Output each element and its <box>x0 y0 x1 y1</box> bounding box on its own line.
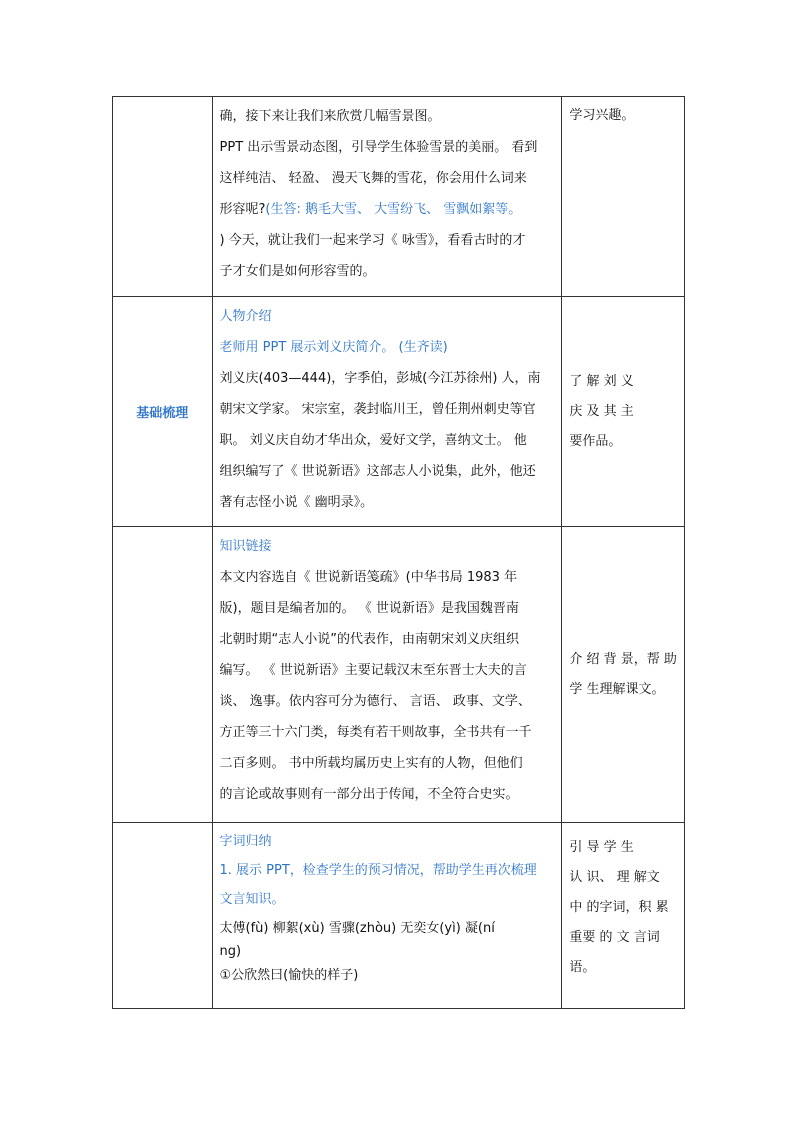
content-line <box>220 194 556 225</box>
content-text: 形容呢? <box>219 202 266 217</box>
goal-line: 引 导 学 生 <box>569 840 634 855</box>
content-cell <box>212 97 562 297</box>
content-line: 本文内容选自《 世说新语笺疏》(中华书局 1983 年 <box>219 570 518 585</box>
goal-line: 要作品。 <box>569 433 622 449</box>
goal-cell <box>562 297 685 527</box>
goal-cell <box>562 823 685 1009</box>
row-label-cell <box>113 823 213 1009</box>
content-line: 方正等三十六门类，每类有若干则故事，全书共有一千 <box>219 725 532 740</box>
content-line: 组织编写了《 世说新语》这部志人小说集，此外，他还 <box>219 464 536 479</box>
goal-line: 介 绍 背 景，帮 助 <box>569 651 677 667</box>
goal-line: 庆 及 其 主 <box>569 403 634 419</box>
section-heading: 人物介绍 <box>219 309 272 324</box>
content-line: 确，接下来让我们来欣赏几幅雪景图。 <box>219 109 441 124</box>
content-line: 北朝时期“志人小说”的代表作，由南朝宋刘义庆组织 <box>219 632 519 647</box>
goal-line: 语。 <box>569 960 596 975</box>
goal-cell <box>562 527 685 823</box>
content-line: 著有志怪小说《 幽明录》。 <box>219 495 374 510</box>
lesson-plan-table <box>112 96 685 1009</box>
section-label: 基础梳理 <box>136 406 189 421</box>
content-cell <box>212 297 562 527</box>
section-subheading: 1. 展示 PPT，检查学生的预习情况，帮助学生再次梳理 <box>219 863 537 878</box>
section-subheading: 文言知识。 <box>219 892 285 907</box>
content-line: 谈、 逸事。依内容可分为德行、 言语、 政事、文学、 <box>219 694 531 709</box>
table-row <box>113 97 685 297</box>
content-line: 职。 刘义庆自幼才华出众，爱好文学，喜纳文士。 他 <box>219 433 527 448</box>
content-line: PPT 出示雪景动态图，引导学生体验雪景的美丽。 看到 <box>219 140 538 155</box>
table-row <box>113 527 685 823</box>
goal-line: 重要 的 文 言词 <box>569 930 660 945</box>
table-row <box>113 823 685 1009</box>
content-line: 子才女们是如何形容雪的。 <box>219 264 376 279</box>
content-line: 版)，题目是编者加的。 《 世说新语》是我国魏晋南 <box>219 601 519 616</box>
section-heading: 知识链接 <box>219 539 272 554</box>
content-line: 朝宋文学家。 宋宗室，袭封临川王，曾任荆州刺史等官 <box>219 402 536 417</box>
goal-line: 学习兴趣。 <box>569 108 635 123</box>
section-subheading: 老师用 PPT 展示刘义庆简介。 (生齐读) <box>219 340 448 355</box>
section-heading: 字词归纳 <box>219 834 272 849</box>
row-label-cell <box>113 297 213 527</box>
row-label-cell <box>113 527 213 823</box>
student-answer-text: (生答: 鹅毛大雪、 大雪纷飞、 雪飘如絮等。 <box>265 202 522 217</box>
table-row <box>113 297 685 527</box>
content-line: 的言论或故事则有一部分出于传闻，不全符合史实。 <box>219 787 519 802</box>
content-cell <box>212 823 562 1009</box>
content-line: 编写。 《 世说新语》主要记载汉末至东晋士大夫的言 <box>219 663 527 678</box>
goal-line: 中 的字词，积 累 <box>569 900 669 915</box>
row-label-cell <box>113 97 213 297</box>
content-cell <box>212 527 562 823</box>
goal-line: 认 识、 理 解文 <box>569 870 660 885</box>
content-line: 这样纯洁、 轻盈、 漫天飞舞的雪花，你会用什么词来 <box>219 171 527 186</box>
goal-cell <box>562 97 685 297</box>
goal-line: 学 生理解课文。 <box>569 681 665 697</box>
vocab-line: ng) <box>219 944 242 959</box>
content-line: 刘义庆(403—444)，字季伯，彭城(今江苏徐州) 人，南 <box>219 371 541 386</box>
vocab-line: ①公欣然曰(愉快的样子) <box>219 968 359 983</box>
vocab-line: 太傅(fù) 柳絮(xù) 雪骤(zhòu) 无奕女(yì) 凝(ní <box>219 921 495 936</box>
content-line: ) 今天，就让我们一起来学习《 咏雪》，看看古时的才 <box>219 233 526 248</box>
content-line: 二百多则。 书中所载均属历史上实有的人物，但他们 <box>219 756 523 771</box>
goal-line: 了 解 刘 义 <box>569 373 634 389</box>
